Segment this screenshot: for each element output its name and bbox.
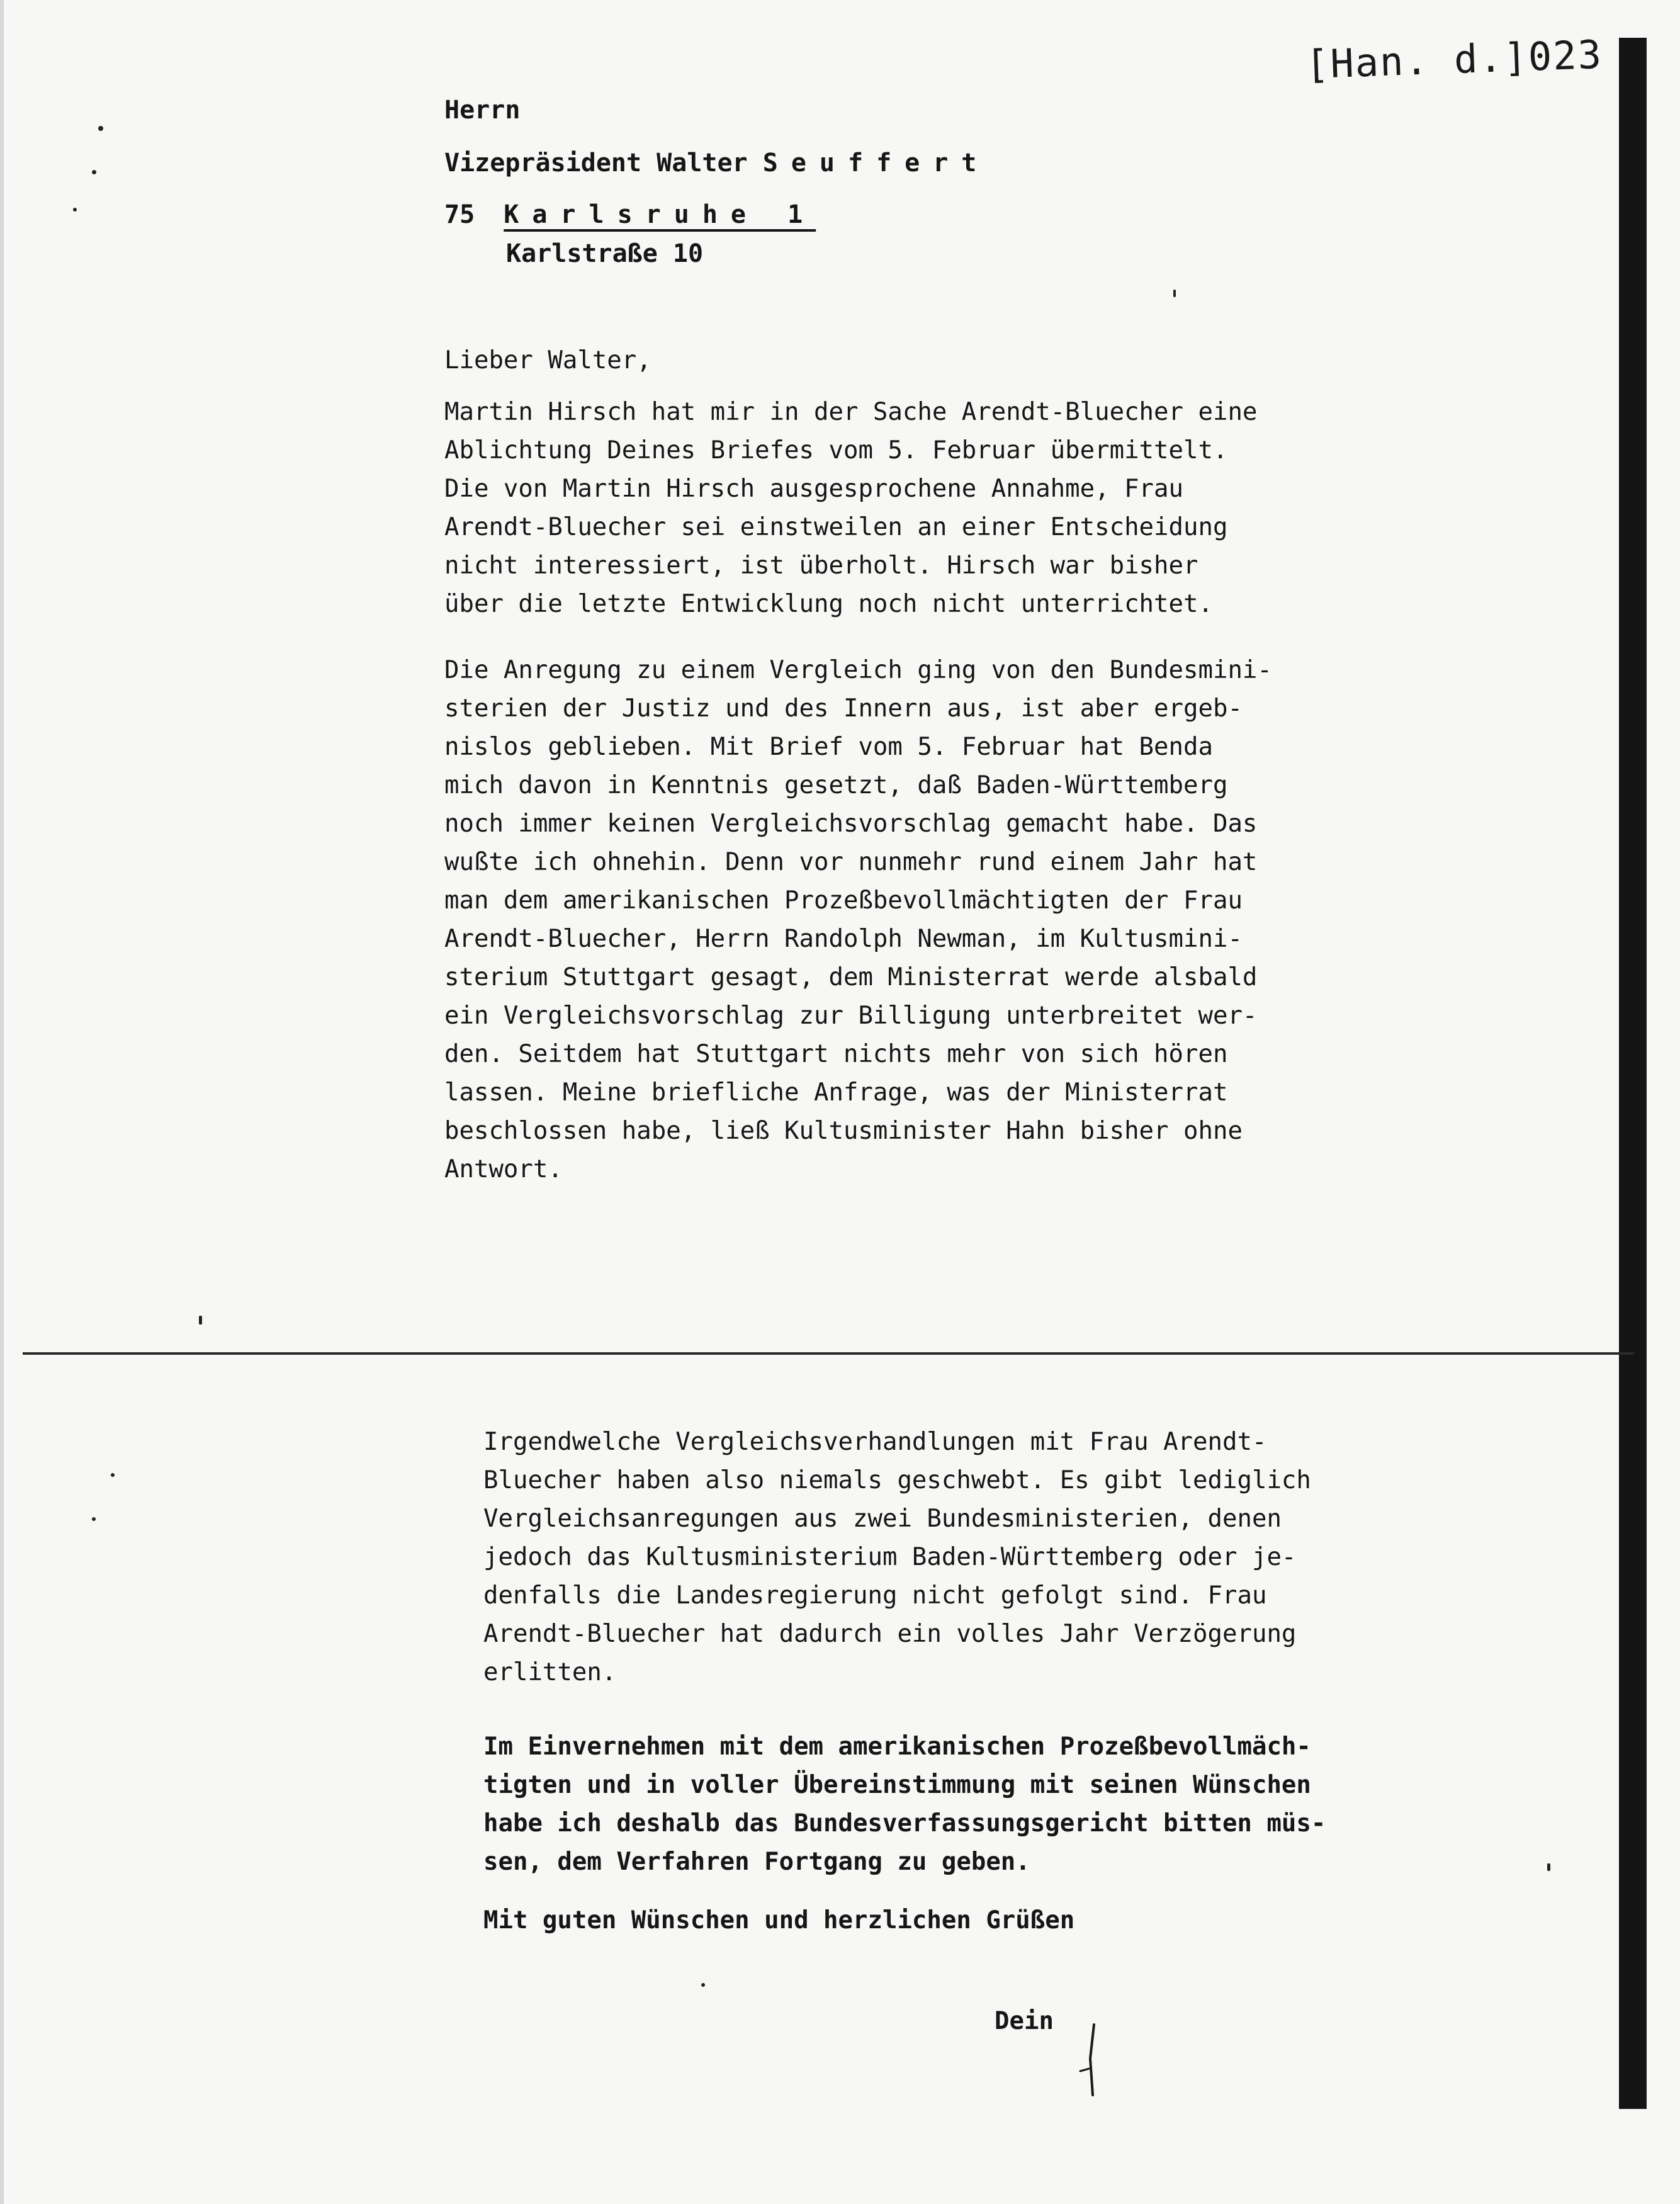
text-line: Arendt-Bluecher sei einstweilen an einer Entscheidung	[444, 513, 1228, 541]
text-line: wußte ich ohnehin. Denn vor nunmehr rund einem Jahr hat	[444, 848, 1258, 876]
scan-speck	[92, 1517, 96, 1521]
address-street: Karlstraße 10	[506, 239, 704, 268]
text-line: erlitten.	[483, 1658, 617, 1687]
archive-mark: [Han. d.]023	[1304, 31, 1604, 88]
scan-speck	[111, 1473, 115, 1477]
address-salutation: Herrn	[444, 96, 521, 125]
address-name-prefix: Vizepräsident Walter	[444, 149, 748, 178]
text-line: lassen. Meine briefliche Anfrage, was der Ministerrat	[444, 1078, 1228, 1107]
text-line: Arendt-Bluecher, Herrn Randolph Newman, im Kultusmini-	[444, 925, 1243, 953]
page-fold-line	[23, 1352, 1634, 1355]
text-line: sterien der Justiz und des Innern aus, ist aber ergeb-	[444, 694, 1243, 723]
text-line: habe ich deshalb das Bundesverfassungsgericht bitten müs-	[483, 1809, 1326, 1838]
text-line: nislos geblieben. Mit Brief vom 5. Februar hat Benda	[444, 733, 1213, 761]
closing: Mit guten Wünschen und herzlichen Grüßen	[483, 1906, 1075, 1935]
scan-speck	[199, 1316, 202, 1325]
address-city-line	[444, 200, 816, 229]
text-line: jedoch das Kultusministerium Baden-Württemberg oder je-	[483, 1543, 1297, 1571]
text-line: beschlossen habe, ließ Kultusminister Hahn bisher ohne	[444, 1117, 1243, 1145]
paragraph-3	[483, 1423, 1311, 1692]
greeting: Lieber Walter,	[444, 346, 651, 375]
paragraph-4	[483, 1727, 1326, 1881]
address-postcode: 75	[444, 200, 475, 229]
scan-speck	[1547, 1863, 1550, 1871]
text-line: ein Vergleichsvorschlag zur Billigung unterbreitet wer-	[444, 1002, 1258, 1030]
text-line: sen, dem Verfahren Fortgang zu geben.	[483, 1848, 1030, 1876]
text-line: tigten und in voller Übereinstimmung mit seinen Wünschen	[483, 1771, 1311, 1799]
text-line: Die Anregung zu einem Vergleich ging von den Bundesmini-	[444, 656, 1272, 684]
scan-speck	[73, 208, 77, 212]
paragraph-2	[444, 651, 1272, 1189]
text-line: mich davon in Kenntnis gesetzt, daß Baden-Württemberg	[444, 771, 1228, 800]
scan-speck	[98, 126, 103, 131]
text-line: Martin Hirsch hat mir in der Sache Arendt-Bluecher eine	[444, 398, 1258, 426]
signoff: Dein	[995, 2007, 1054, 2035]
scan-speck	[1173, 290, 1176, 297]
text-line: nicht interessiert, ist überholt. Hirsch war bisher	[444, 551, 1198, 580]
text-line: Arendt-Bluecher hat dadurch ein volles Jahr Verzögerung	[483, 1620, 1297, 1648]
address-surname: Seuffert	[762, 149, 990, 178]
scan-speck	[92, 170, 96, 174]
paragraph-1	[444, 393, 1257, 623]
scan-speck	[701, 1983, 705, 1987]
text-line: Ablichtung Deines Briefes vom 5. Februar übermittelt.	[444, 436, 1228, 465]
text-line: über die letzte Entwicklung noch nicht unterrichtet.	[444, 590, 1213, 618]
text-line: Antwort.	[444, 1155, 563, 1184]
text-line: man dem amerikanischen Prozeßbevollmächtigten der Frau	[444, 886, 1243, 915]
address-city: Karlsruhe 1	[504, 200, 816, 229]
text-line: Bluecher haben also niemals geschwebt. Es gibt lediglich	[483, 1466, 1311, 1495]
text-line: Die von Martin Hirsch ausgesprochene Annahme, Frau	[444, 475, 1183, 503]
signature-mark	[1074, 2021, 1105, 2096]
text-line: sterium Stuttgart gesagt, dem Ministerrat werde alsbald	[444, 963, 1258, 992]
text-line: Im Einvernehmen mit dem amerikanischen Prozeßbevollmäch-	[483, 1732, 1311, 1761]
text-line: den. Seitdem hat Stuttgart nichts mehr von sich hören	[444, 1040, 1228, 1068]
address-name	[444, 149, 989, 178]
text-line: Irgendwelche Vergleichsverhandlungen mit Frau Arendt-	[483, 1428, 1267, 1456]
text-line: denfalls die Landesregierung nicht gefolgt sind. Frau	[483, 1581, 1267, 1610]
scan-edge-shadow	[1619, 38, 1647, 2109]
text-line: Vergleichsanregungen aus zwei Bundesministerien, denen	[483, 1505, 1282, 1533]
text-line: noch immer keinen Vergleichsvorschlag gemacht habe. Das	[444, 810, 1258, 838]
